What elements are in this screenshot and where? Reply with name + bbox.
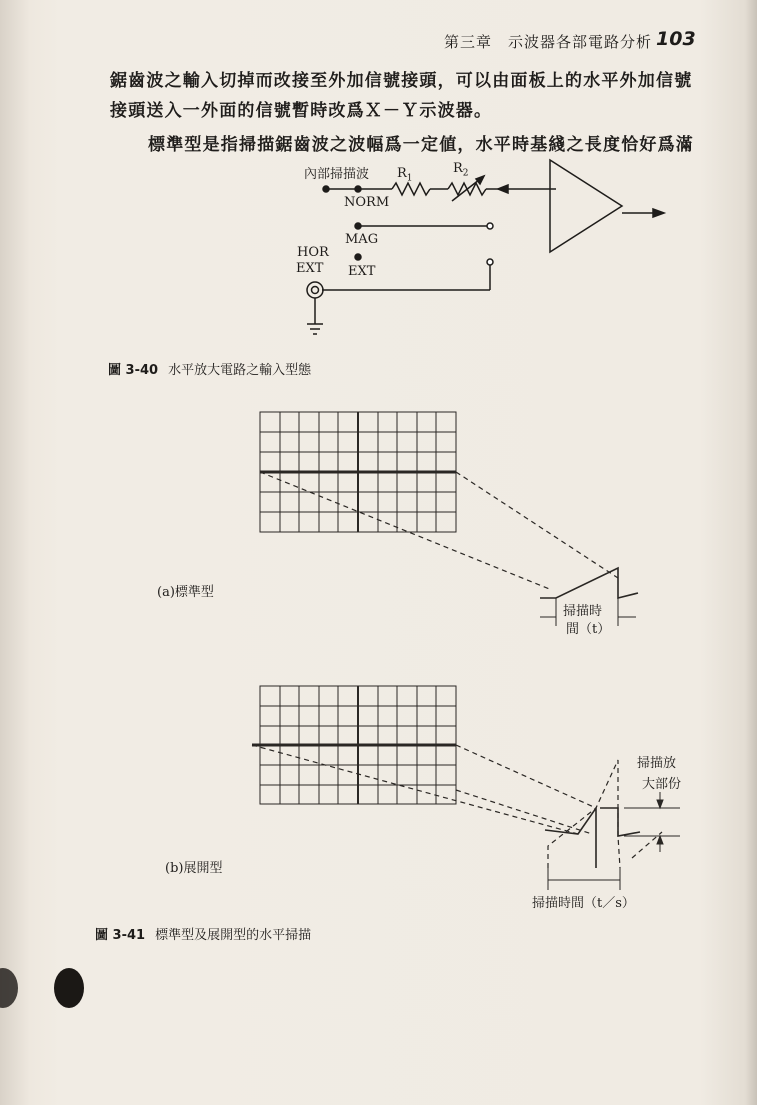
ext-label: EXT	[296, 261, 324, 276]
r1-label: $R_1$	[397, 166, 413, 184]
fig-3-41a-label: (a)標準型	[157, 585, 214, 600]
page-number: 103	[656, 28, 696, 50]
screen-grid-a	[260, 412, 456, 532]
magnified-label-1: 掃描放	[637, 756, 677, 771]
fig-3-40-caption: 圖 3-40 水平放大電路之輸入型態	[108, 363, 312, 378]
sweep-time-label-a: 掃描時	[563, 604, 603, 619]
norm-label: NORM	[344, 195, 390, 210]
body-text-line: 標準型是指掃描鋸齒波之波幅爲一定値，水平時基綫之長度恰好爲滿	[148, 135, 694, 155]
fig-3-41-caption: 圖 3-41 標準型及展開型的水平掃描	[95, 928, 312, 943]
sweep-waveform-b	[545, 808, 640, 868]
ext-switch-label: EXT	[348, 264, 376, 279]
r2-label: $R_2$	[453, 161, 469, 179]
body-text-line: 接頭送入一外面的信號暫時改爲Ｘ－Ｙ示波器。	[110, 101, 493, 121]
magnified-label-2: 大部份	[642, 777, 682, 792]
sweep-time-label-a2: 間（t）	[566, 622, 611, 637]
screen-grid-b	[252, 686, 456, 804]
mag-label: MAG	[345, 232, 379, 247]
sweep-time-label-b: 掃描時間（t／s）	[532, 896, 635, 911]
internal-sweep-label: 內部掃描波	[304, 167, 370, 182]
chapter-header: 第三章 示波器各部電路分析	[444, 33, 653, 51]
hor-label: HOR	[297, 245, 329, 260]
sweep-waveform-a	[540, 568, 638, 598]
body-text-line: 鋸齒波之輸入切掉而改接至外加信號接頭，可以由面板上的水平外加信號	[110, 71, 693, 91]
fig-3-41b-label: (b)展開型	[165, 861, 223, 876]
